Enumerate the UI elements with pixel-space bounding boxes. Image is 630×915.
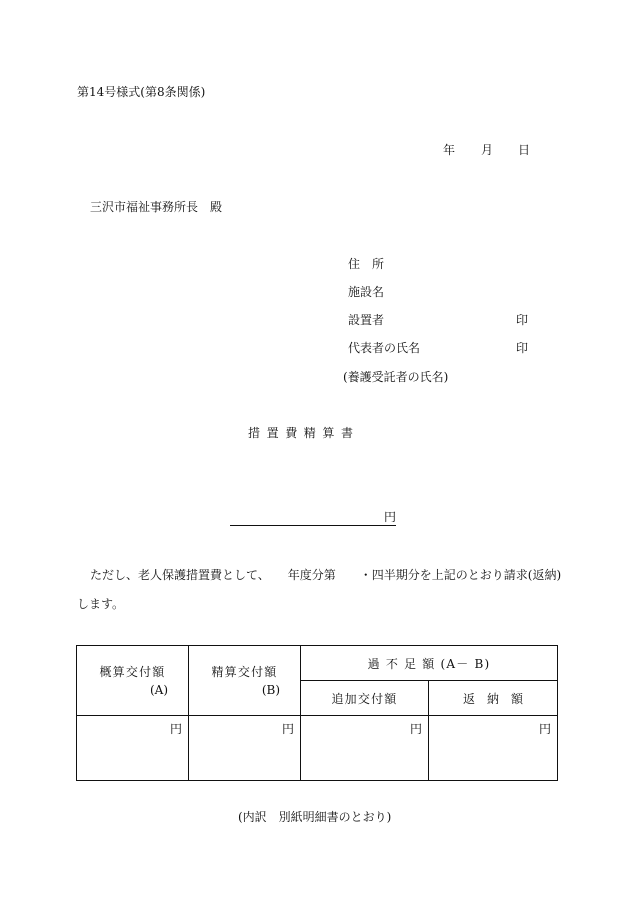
settled-grant-label: 精算交付額 [211,664,278,679]
additional-grant-unit: 円 [409,722,422,736]
founder-seal-mark: 印 [516,313,529,327]
year-label: 年 [443,143,456,157]
return-amount-unit: 円 [539,722,552,736]
additional-grant-cell [301,716,429,781]
additional-grant-header: 追加交付額 [301,681,429,716]
representative-seal-mark: 印 [516,341,529,355]
consignee-name-label: (養護受託者の氏名) [343,370,449,384]
approx-grant-label: 概算交付額 [99,664,166,679]
approx-grant-header [77,646,189,716]
approx-grant-cell [77,716,189,781]
approx-grant-unit: 円 [169,722,182,736]
amount-unit: 円 [384,510,397,524]
approx-grant-sub: (A) [149,682,168,697]
form-number: 第14号様式(第8条関係) [77,85,206,99]
return-amount-cell [429,716,558,781]
founder-label: 設置者 [348,313,385,327]
addressee: 三沢市福祉事務所長 殿 [90,200,223,214]
statement-line-1: ただし、老人保護措置費として、 年度分第 ・四半期分を上記のとおり請求(返納) [90,568,562,582]
difference-header: 過 不 足 額 (A－ B) [301,646,558,681]
settlement-table [76,645,558,781]
settled-grant-header [189,646,301,716]
day-label: 日 [518,143,531,157]
representative-name-label: 代表者の氏名 [348,341,421,355]
month-label: 月 [481,143,494,157]
statement-line-2: します。 [77,597,125,611]
settled-grant-cell [189,716,301,781]
facility-name-label: 施設名 [348,285,385,299]
date-line [443,143,530,157]
settled-grant-sub: (B) [261,682,280,697]
amount-blank-line [230,525,396,526]
breakdown-note: (内訳 別紙明細書のとおり) [238,810,392,824]
return-amount-header: 返 納 額 [429,681,558,716]
document-title: 措置費精算書 [248,426,360,440]
settled-grant-unit: 円 [281,722,294,736]
address-label: 住 所 [348,257,385,271]
